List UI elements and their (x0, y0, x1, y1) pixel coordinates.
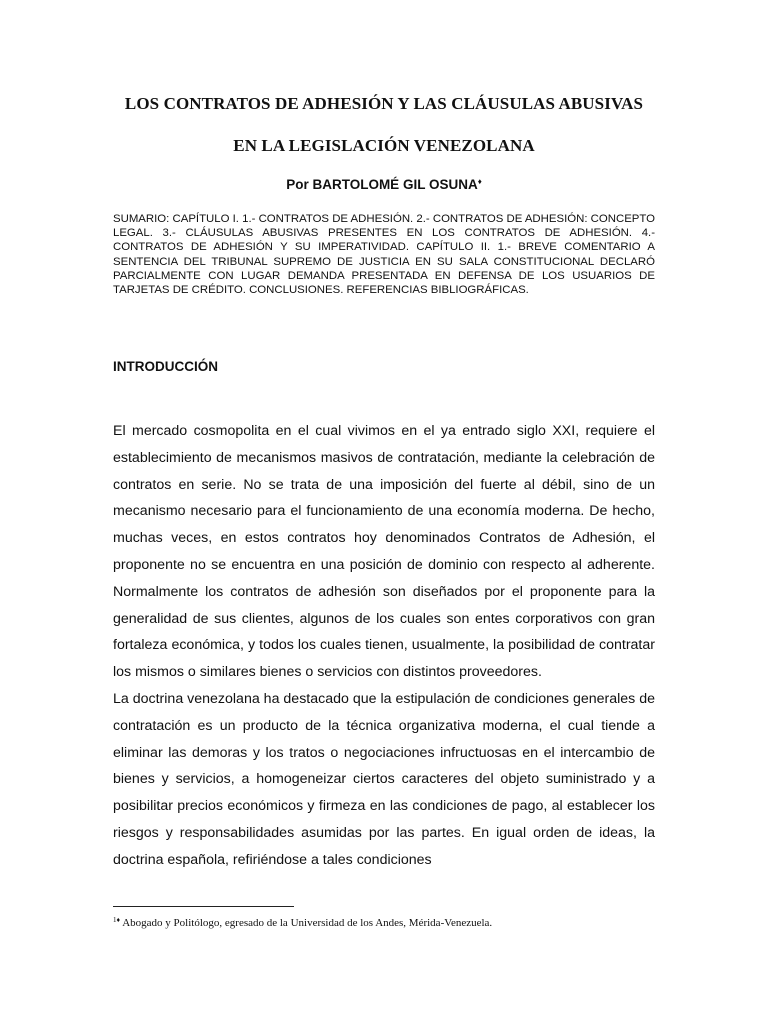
author-name: Por BARTOLOMÉ GIL OSUNA (286, 177, 478, 192)
author-line (0, 177, 768, 192)
body-paragraph-2: La doctrina venezolana ha destacado que la estipulación de condiciones generales de contratación es un producto de la técnica organizativa moderna, el cual tiende a eliminar las demoras y los tratos o negociaciones infructuosas en el intercambio de bienes y servicios, a homogeneizar ciertos caracteres del objeto suministrado y a posibilitar precios económicos y firmeza en las condiciones de pago, al establecer los riesgos y responsabilidades asumidas por las partes. En igual orden de ideas, la doctrina española, refiriéndose a tales condiciones (113, 690, 655, 868)
document-title-line-2: EN LA LEGISLACIÓN VENEZOLANA (233, 136, 535, 155)
body-paragraph-1: El mercado cosmopolita en el cual vivimos en el ya entrado siglo XXI, requiere el establecimiento de mecanismos masivos de contratación, mediante la celebración de contratos en serie. No se trata de una imposición del fuerte al débil, sino de un mecanismo necesario para el funcionamiento de una economía moderna. De hecho, muchas veces, en estos contratos hoy denominados Contratos de Adhesión, el proponente no se encuentra en una posición de dominio con respecto al adherente. Normalmente los contratos de adhesión son diseñados por el proponente para la generalidad de sus clientes, algunos de los cuales son entes corporativos con gran fortaleza económica, y todos los cuales tienen, usualmente, la posibilidad de contratar los mismos o similares bienes o servicios con distintos proveedores. (113, 423, 655, 681)
footnote-ref-mark: ♦ (477, 177, 482, 186)
section-heading: INTRODUCCIÓN (113, 359, 218, 374)
document-title-line-1: LOS CONTRATOS DE ADHESIÓN Y LAS CLÁUSULAS ABUSIVAS (124, 94, 644, 113)
body-text (113, 418, 655, 874)
footnote (113, 916, 673, 929)
summary-paragraph: SUMARIO: CAPÍTULO I. 1.- CONTRATOS DE ADHESIÓN. 2.- CONTRATOS DE ADHESIÓN: CONCEPTO LEGAL. 3.- CLÁUSULAS ABUSIVAS PRESENTES EN LOS CONTRATOS DE ADHESIÓN. 4.- CONTRATOS DE ADHESIÓN Y SU IMPERATIVIDAD. CAPÍTULO II. 1.- BREVE COMENTARIO A SENTENCIA DEL TRIBUNAL SUPREMO DE JUSTICIA EN SU SALA CONSTITUCIONAL DECLARÓ PARCIALMENTE CON LUGAR DEMANDA PRESENTADA EN DEFENSA DE LOS USUARIOS DE TARJETAS DE CRÉDITO. CONCLUSIONES. REFERENCIAS BIBLIOGRÁFICAS. (113, 213, 655, 297)
footnote-divider (113, 906, 294, 907)
footnote-marker: 1♦ (113, 916, 121, 924)
footnote-text: Abogado y Politólogo, egresado de la Universidad de los Andes, Mérida-Venezuela. (122, 917, 493, 929)
